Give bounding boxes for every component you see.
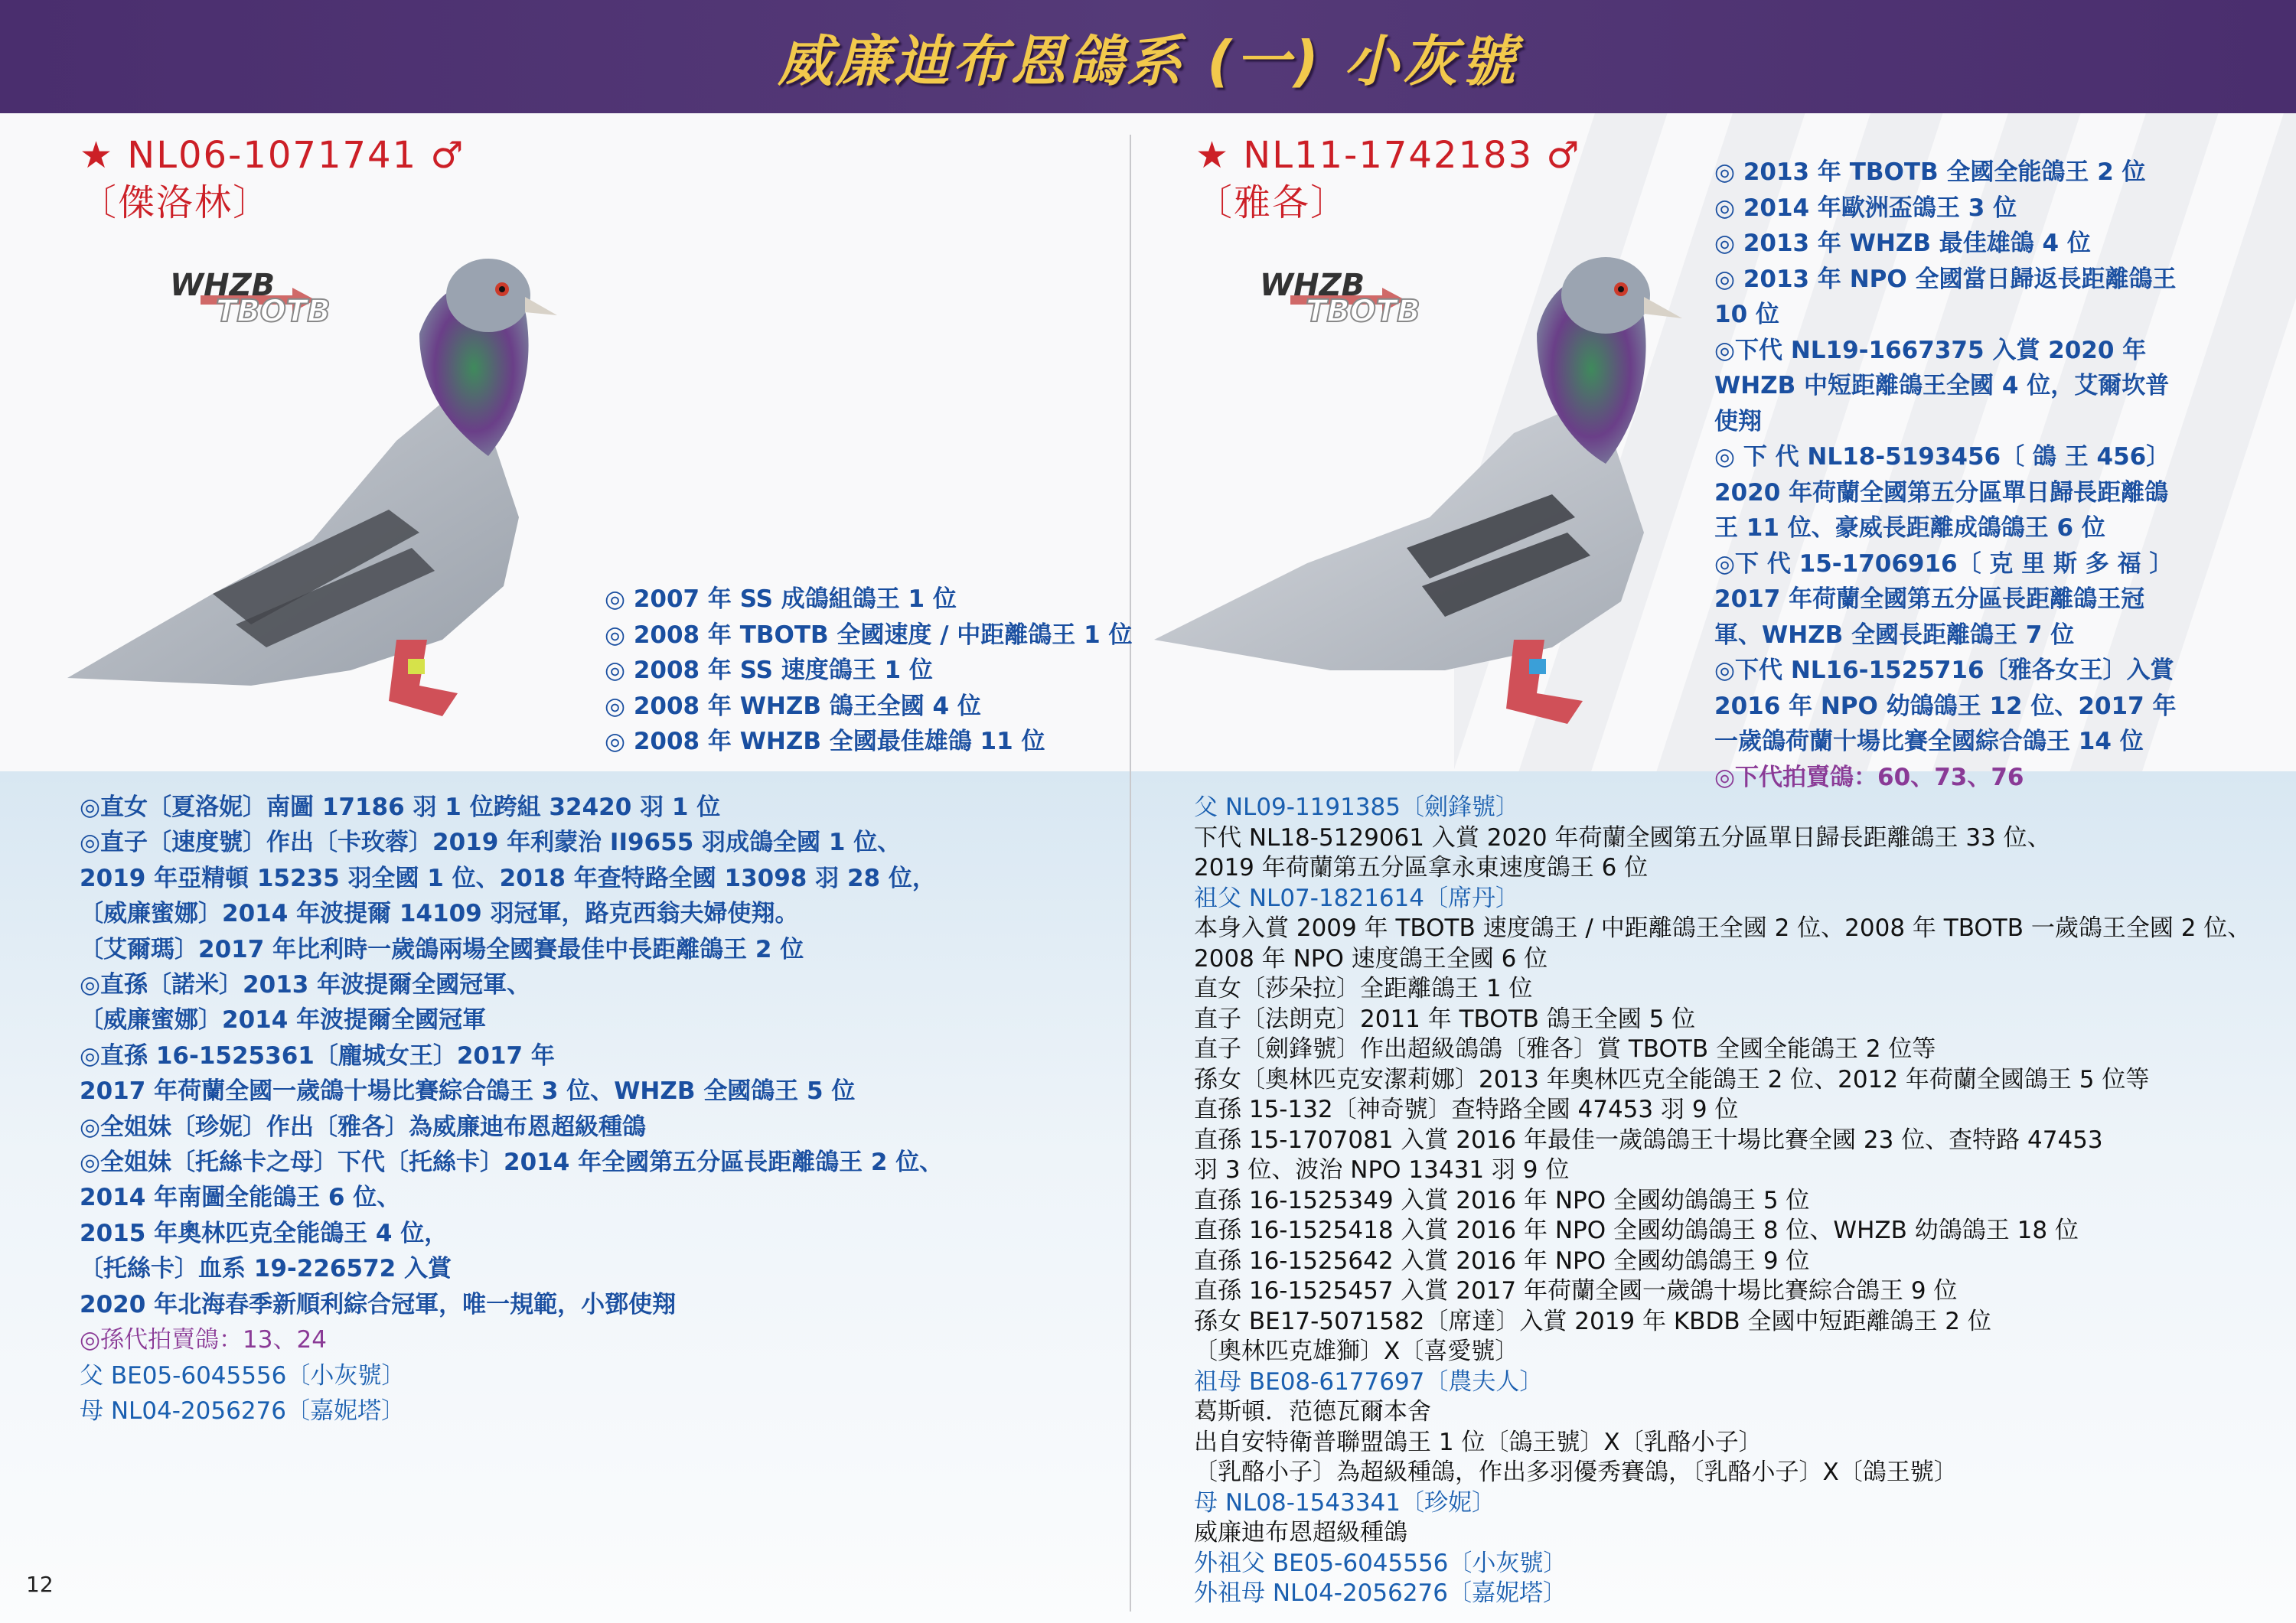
left-bird-title	[80, 132, 465, 227]
desc-line: ◎直女〔夏洛妮〕南圖 17186 羽 1 位跨組 32420 羽 1 位	[80, 794, 721, 821]
right-auction-line: ◎下代拍賣鴿：60、73、76	[1714, 763, 2024, 791]
desc-line: 2020 年北海春季新順利綜合冠軍，唯一規範，小鄧使翔	[80, 1290, 677, 1318]
dam-line: 母 NL04-2056276〔嘉妮塔〕	[80, 1396, 406, 1425]
logo-whzb: WHZB	[1260, 268, 1365, 303]
right-achievement: ◎ 下 代 NL18-5193456〔 鴿 王 456〕2020 年荷蘭全國第五分區單日歸長距離鴿王 11 位、豪威長距離成鴿鴿王 6 位	[1714, 443, 2170, 542]
left-achievement: ◎ 2008 年 TBOTB 全國速度 / 中距離鴿王 1 位	[605, 621, 1133, 649]
right-achievement: ◎ 2013 年 NPO 全國當日歸返長距離鴿王 10 位	[1714, 265, 2177, 328]
right-achievement: ◎ 2013 年 WHZB 最佳雄鴿 4 位	[1714, 230, 2091, 257]
page-header	[0, 0, 2296, 113]
pedigree-line: 下代 NL18-5129061 入賞 2020 年荷蘭全國第五分區單日歸長距離鴿王 33 位、	[1194, 823, 2051, 852]
pedigree-line: 〔奧林匹克雄獅〕X〔喜愛號〕	[1194, 1338, 1519, 1365]
pedigree-line: 直子〔法朗克〕2011 年 TBOTB 鴿王全國 5 位	[1194, 1005, 1696, 1033]
left-bird-ring-number: ★ NL06-1071741 ♂	[80, 134, 465, 177]
logo-tbotb: TBOTB	[1306, 294, 1420, 329]
pedigree-line: 2008 年 NPO 速度鴿王全國 6 位	[1194, 944, 1548, 973]
left-achievement: ◎ 2007 年 SS 成鴿組鴿王 1 位	[605, 585, 957, 613]
left-pigeon-photo	[60, 242, 580, 739]
right-achievement: ◎下 代 15-1706916〔 克 里 斯 多 福 〕2017 年荷蘭全國第五分區長距離鴿王冠軍、WHZB 全國長距離鴿王 7 位	[1714, 549, 2174, 649]
left-bird-name: 〔傑洛林〕	[80, 181, 272, 224]
page-title: 威廉迪布恩鴿系 (一) 小灰號	[778, 29, 1518, 93]
desc-line: ◎全姐妹〔托絲卡之母〕下代〔托絲卡〕2014 年全國第五分區長距離鴿王 2 位、	[80, 1149, 944, 1177]
sire-line: 父 NL09-1191385〔劍鋒號〕	[1194, 794, 1520, 821]
right-bird-ring-number: ★ NL11-1742183 ♂	[1195, 134, 1581, 177]
left-achievement: ◎ 2008 年 WHZB 全國最佳雄鴿 11 位	[605, 728, 1045, 755]
desc-line: ◎直子〔速度號〕作出〔卡玫蓉〕2019 年利蒙治 II9655 羽成鴿全國 1 位、	[80, 829, 902, 857]
logo-tbotb: TBOTB	[216, 294, 331, 329]
pedigree-line: 直孫 16-1525642 入賞 2016 年 NPO 全國幼鴿鴿王 9 位	[1194, 1247, 1810, 1275]
pedigree-line: 孫女 BE17-5071582〔席達〕入賞 2019 年 KBDB 全國中短距離鴿王 2 位	[1194, 1307, 1991, 1335]
desc-line: 〔托絲卡〕血系 19-226572 入賞	[80, 1255, 452, 1283]
pedigree-line: 出自安特衛普聯盟鴿王 1 位〔鴿王號〕X〔乳酪小子〕	[1194, 1428, 1763, 1456]
desc-line: ◎直孫〔諾米〕2013 年波提爾全國冠軍、	[80, 971, 531, 999]
right-bird-name: 〔雅各〕	[1195, 181, 1349, 224]
right-achievement: ◎ 2014 年歐洲盃鴿王 3 位	[1714, 194, 2017, 222]
right-achievement: ◎下代 NL16-1525716〔雅各女王〕入賞 2016 年 NPO 幼鴿鴿王 12 位、2017 年一歲鴿荷蘭十場比賽全國綜合鴿王 14 位	[1714, 657, 2177, 755]
dam-line: 母 NL08-1543341〔珍妮〕	[1194, 1488, 1496, 1517]
right-achievement: ◎ 2013 年 TBOTB 全國全能鴿王 2 位	[1714, 158, 2146, 186]
pedigree-line: 孫女〔奧林匹克安潔莉娜〕2013 年奧林匹克全能鴿王 2 位、2012 年荷蘭全國鴿王 5 位等	[1194, 1065, 2150, 1093]
page-number: 12	[26, 1572, 54, 1597]
desc-line: 〔威廉蜜娜〕2014 年波提爾 14109 羽冠軍，路克西翁夫婦使翔。	[80, 900, 799, 928]
pedigree-line: 直孫 15-1707081 入賞 2016 年最佳一歲鴿鴿王十場比賽全國 23 位、查特路 47453	[1194, 1126, 2103, 1154]
right-achievements	[1714, 155, 2189, 795]
maternal-grandsire-line: 外祖父 BE05-6045556〔小灰號〕	[1194, 1549, 1567, 1577]
granddam-line: 祖母 BE08-6177697〔農夫人〕	[1194, 1367, 1544, 1396]
left-achievement: ◎ 2008 年 SS 速度鴿王 1 位	[605, 657, 933, 684]
pedigree-line: 葛斯頓．范德瓦爾本舍	[1194, 1398, 1431, 1426]
pedigree-line: 2019 年荷蘭第五分區拿永東速度鴿王 6 位	[1194, 854, 1649, 882]
pedigree-line: 直孫 15-132〔神奇號〕查特路全國 47453 羽 9 位	[1194, 1096, 1739, 1123]
grandsire-line: 祖父 NL07-1821614〔席丹〕	[1194, 884, 1520, 912]
right-bird-title	[1195, 132, 1580, 227]
right-achievement: ◎下代 NL19-1667375 入賞 2020 年 WHZB 中短距離鴿王全國 4 位，艾爾坎普使翔	[1714, 336, 2170, 435]
right-pedigree	[1194, 793, 2265, 1609]
logo-whzb: WHZB	[170, 268, 276, 303]
pedigree-line: 直孫 16-1525457 入賞 2017 年荷蘭全國一歲鴿十場比賽綜合鴿王 9 位	[1194, 1277, 1958, 1305]
desc-line: 〔艾爾瑪〕2017 年比利時一歲鴿兩場全國賽最佳中長距離鴿王 2 位	[80, 935, 804, 963]
pedigree-line: 本身入賞 2009 年 TBOTB 速度鴿王 / 中距離鴿王全國 2 位、2008 年 TBOTB 一歲鴿王全國 2 位、	[1194, 914, 2252, 942]
center-divider	[1130, 135, 1131, 1612]
desc-line: 2019 年亞精頓 15235 羽全國 1 位、2018 年查特路全國 13098 羽 28 位，	[80, 864, 936, 892]
pedigree-line: 直女〔莎朵拉〕全距離鴿王 1 位	[1194, 975, 1533, 1002]
desc-line: 2017 年荷蘭全國一歲鴿十場比賽綜合鴿王 3 位、WHZB 全國鴿王 5 位	[80, 1077, 856, 1106]
desc-line: ◎全姐妹〔珍妮〕作出〔雅各〕為威廉迪布恩超級種鴿	[80, 1113, 647, 1141]
auction-line: ◎孫代拍賣鴿：13、24	[80, 1326, 327, 1354]
desc-line: ◎直孫 16-1525361〔龐城女王〕2017 年	[80, 1041, 555, 1070]
sire-line: 父 BE05-6045556〔小灰號〕	[80, 1361, 406, 1390]
maternal-granddam-line: 外祖母 NL04-2056276〔嘉妮塔〕	[1194, 1579, 1567, 1607]
pedigree-line: 直孫 16-1525418 入賞 2016 年 NPO 全國幼鴿鴿王 8 位、WHZB 幼鴿鴿王 18 位	[1194, 1217, 2079, 1244]
pedigree-line: 直子〔劍鋒號〕作出超級鴿鴿〔雅各〕賞 TBOTB 全國全能鴿王 2 位等	[1194, 1035, 1936, 1063]
pedigree-line: 〔乳酪小子〕為超級種鴿，作出多羽優秀賽鴿，〔乳酪小子〕X〔鴿王號〕	[1194, 1458, 1958, 1486]
desc-line: 2014 年南圖全能鴿王 6 位、	[80, 1184, 401, 1212]
desc-line: 2015 年奧林匹克全能鴿王 4 位，	[80, 1219, 448, 1247]
desc-line: 〔威廉蜜娜〕2014 年波提爾全國冠軍	[80, 1006, 487, 1035]
pedigree-line: 羽 3 位、波治 NPO 13431 羽 9 位	[1194, 1156, 1570, 1184]
pedigree-line: 威廉迪布恩超級種鴿	[1194, 1519, 1407, 1546]
left-description	[80, 790, 1105, 1429]
right-pigeon-photo	[1154, 242, 1690, 747]
left-achievement: ◎ 2008 年 WHZB 鴿王全國 4 位	[605, 692, 981, 720]
pedigree-line: 直孫 16-1525349 入賞 2016 年 NPO 全國幼鴿鴿王 5 位	[1194, 1186, 1810, 1214]
left-achievements	[605, 582, 1132, 760]
